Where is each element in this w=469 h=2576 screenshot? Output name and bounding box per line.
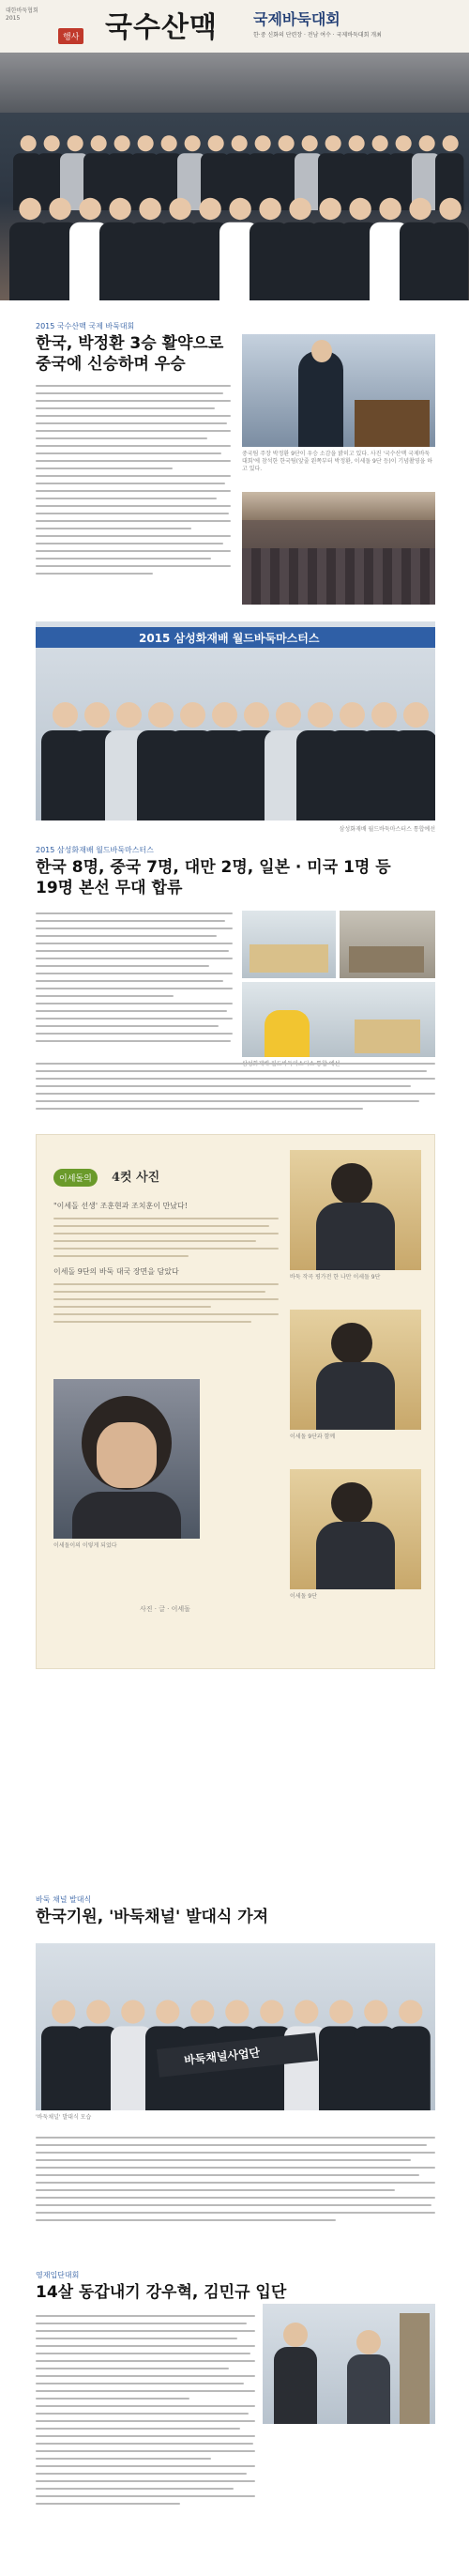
column-quote-1: "이세돌 선생' 조훈현과 조치훈이 만났다! [53,1202,188,1210]
article3-column-box [36,1134,435,1669]
tagline-2: 2015 [6,15,21,22]
article2-photo-match-1 [242,911,336,978]
column-photo-2 [290,1310,421,1430]
article4-title: 한국기원, '바둑채널' 발대식 가져 [36,1908,269,1926]
column-label: 이세돌의 [59,1174,92,1184]
article2-body-text-2 [36,1063,435,1115]
person-figure [430,198,469,300]
article4-group-people [41,1962,430,2110]
group-photo-main [0,53,469,300]
article2-section-tag: 2015 삼성화재배 월드바둑마스터스 [36,846,154,854]
article5-body-text [36,2315,255,2510]
tagline-1: 대한바둑협회 [6,8,38,14]
article5-photo [263,2304,435,2424]
column-label-badge [53,1169,98,1187]
column-side-caption-1: 바둑 작곡 평가전 한 나만 이세돌 9단 [290,1274,381,1280]
article4-caption: '바둑채널' 발대식 모습 [36,2114,92,2121]
article4-banner-text: 바둑채널사업단 [183,2046,261,2067]
banner-title: 국수산맥 [105,11,218,44]
article1-body-text [36,385,231,580]
article2-body-text [36,912,233,1048]
article4-body-text [36,2137,435,2227]
header-tagline [6,8,62,23]
event-badge [58,28,83,44]
article2-title-line1: 한국 8명, 중국 7명, 대만 2명, 일본 · 미국 1명 등 [36,858,391,877]
column-portrait-large [53,1379,200,1539]
article1-photo-hall [242,492,435,605]
article1-photo-speaker [242,334,435,447]
column-side-caption-3: 이세돌 9단 [290,1593,317,1600]
article1-title-line1: 한국, 박정환 3승 활약으로 [36,334,224,353]
person-figure [392,702,435,820]
banner-small-text: 한·중 신화의 단련장 · 전남 여수 · 국제바둑대회 개최 [253,32,382,38]
column-signature: 사진 · 글 · 이세돌 [140,1605,190,1613]
column-photo-3 [290,1469,421,1589]
article4-section-tag: 바둑 채널 발대식 [36,1895,92,1904]
article1-title-line2: 중국에 신승하며 우승 [36,355,186,374]
article2-top-banner-text: 2015 삼성화재배 월드바둑마스터스 [139,632,320,645]
column-body-text [53,1218,279,1263]
banner-subtitle: 국제바둑대회 [253,10,340,28]
column-side-caption-2: 이세돌 9단과 함께 [290,1434,336,1440]
column-body-text-2 [53,1283,279,1328]
article2-photo-group [36,621,435,820]
article2-top-banner [36,627,435,648]
crowd-row-front [9,173,460,300]
article1-photo-caption: 중국팀 주장 박정환 9단이 우승 소감을 밝히고 있다. 사진 '국수산맥 국제바둑대회'에 참석한 한국팀(앞줄 왼쪽부터 박정환, 이세돌 9단 등)이 기념촬영을 하고 있다. [242,451,433,472]
article2-top-caption: 삼성화재배 월드바둑마스터스 통합예선 [339,826,435,833]
column-photo-1 [290,1150,421,1270]
person-figure [388,2000,431,2110]
article5-section-tag: 영재입단대회 [36,2271,80,2279]
column-title: 4컷 사진 [112,1171,160,1185]
column-bottom-caption: 이세돌이의 이렇게 되었다 [53,1542,117,1549]
article5-title: 14살 동갑내기 강우혁, 김민규 입단 [36,2283,287,2302]
article4-photo-group [36,1943,435,2110]
article2-title-line2: 19명 본선 무대 합류 [36,879,183,897]
header-banner [0,0,469,53]
article2-photo-match-2 [340,911,435,978]
event-badge-text: 행사 [63,33,80,42]
article2-photo-match-3 [242,982,435,1057]
column-quote-2: 이세돌 9단의 바둑 대국 장면을 담았다 [53,1267,179,1276]
article1-section-tag: 2015 국수산맥 국제 바둑대회 [36,322,135,330]
article2-group-people [41,663,430,820]
